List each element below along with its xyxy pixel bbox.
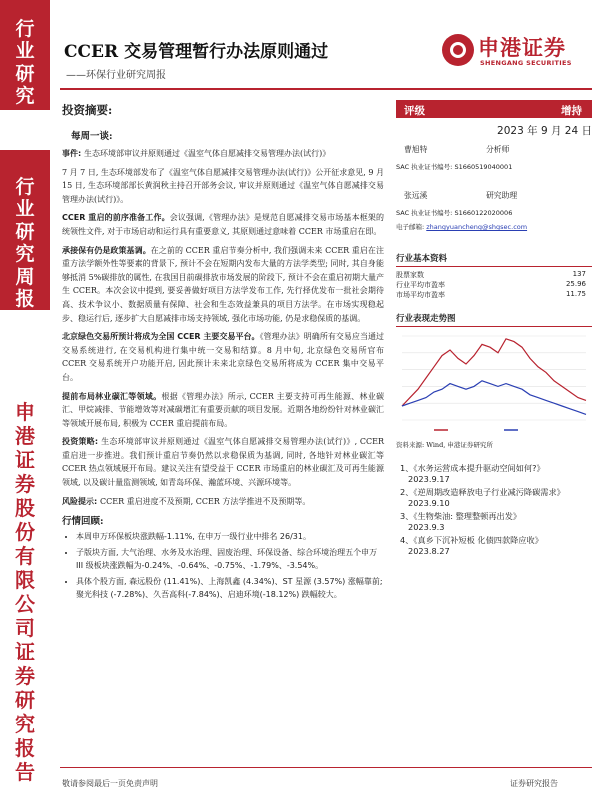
paragraph-lead: CCER 重启的前序准备工作。 [62,213,170,223]
logo-mark-icon [442,34,474,66]
chart-series-line-0 [402,339,586,406]
sidebar-char: 究 [15,243,35,266]
sidebar-char: 司 [15,616,35,640]
left-sidebar [0,0,50,800]
chart-series-line-1 [402,381,586,415]
sidebar-char: 证 [15,448,35,472]
abstract-heading: 投资摘要: [62,103,113,117]
week-heading: 每周一谈: [71,131,113,142]
industry-data-rule [396,266,592,267]
paragraph-lead: 风险提示: [62,496,100,506]
chart-source: 资料来源: Wind, 申港证券研究所 [396,441,493,449]
main-column [62,102,384,604]
industry-data-value: 25.96 [565,280,586,288]
analyst-name: 张远溪 [404,191,428,200]
related-report-title[interactable]: 1、《水务运营成本提升驱动空间如何?》 [400,463,545,473]
analyst-role: 研究助理 [486,191,518,200]
body-paragraph [62,211,384,238]
analyst-cert: SAC 执业证书编号: S1660519040001 [396,163,513,171]
email-label: 电子邮箱: [396,223,427,231]
email-link[interactable]: zhangyuancheng@shgsec.com [426,223,528,231]
industry-data-label: 行业平均市盈率 [396,281,445,289]
paragraph-text: CCER 重启进度不及预期, CCER 方法学推进不及预期等。 [99,496,311,506]
sidebar-char: 份 [15,520,35,544]
sidebar-top-label [0,18,50,108]
sidebar-char: 券 [15,664,35,688]
sidebar-char: 究 [15,712,35,736]
paragraph-text: 7 月 7 日, 生态环境部发布了《温室气体自愿减排交易管理办法(试行)》公开征求意见, 9 月 15 日, 生态环境部部长黄润秋主持召开部务会议, 审议并原则通过《温室气体自愿减排交易管理办法(试行)》。 [62,167,384,204]
paragraph-text: 会议强调,《管理办法》是规范自愿减排交易市场基本框架的统领性文件, 对于市场启动和运行具有重要意义, 其原则通过意味着 CCER 市场重启在即。 [62,213,384,236]
review-item: • 子版块方面, 大气治理、水务及水治理、固废治理、环保设备、综合环境治理五个申万 III 级板块涨跌幅为-0.24%、-0.64%、-0.75%、-1.79%、-3.54%。 [76,546,384,572]
company-logo [442,32,592,72]
logo-text-cn: 申港证券 [478,35,566,60]
sidebar-char: 有 [15,544,35,568]
industry-data-value: 137 [572,270,586,278]
sidebar-char: 港 [15,424,35,448]
chart-title: 行业表现走势图 [396,314,456,324]
review-heading: 行情回顾: [62,516,104,528]
body-paragraph [62,435,384,489]
sidebar-char: 申 [15,400,35,424]
report-subtitle: ——环保行业研究周报 [66,70,166,81]
body-paragraph [62,244,384,326]
right-column [396,100,592,559]
paragraph-text: 《管理办法》明确所有交易应当通过交易系统进行, 在交易机构进行集中统一交易和结算。8 月中旬, 北京绿色交易所官布 CCER 交易系统开户功能开启, 因此预计未来北京绿色交易所将成为 CCER 集中交易平台。 [62,332,385,382]
industry-data-title: 行业基本资料 [396,254,448,264]
analyst-email [396,222,527,231]
related-report-date: 2023.8.27 [408,546,450,556]
footer-report-type: 证券研究报告 [510,779,558,788]
review-item: • 具体个股方面, 森远股份 (11.41%)、上海凯鑫 (4.34%)、ST 星源 (3.57%) 涨幅靠前; 聚光科技 (-7.28%)、久吾高科(-7.84%)、启迪环境(-18.12%) 跌幅较大。 [76,575,384,601]
sidebar-char: 告 [15,760,35,784]
body-paragraph [62,390,384,431]
paragraph-lead: 投资策略: [62,437,102,447]
body-paragraph [62,147,384,161]
sidebar-char: 研 [15,688,35,712]
chart-rule [396,326,592,327]
paragraph-lead: 北京绿色交易所预计将成为全国 CCER 主要交易平台。 [62,332,260,342]
related-report-title[interactable]: 4、《真乡下沉补短板 化债四款降应收》 [400,535,543,545]
sidebar-mid-label [0,176,50,310]
industry-data-table [396,270,592,300]
rating-bar [396,100,592,118]
sidebar-char: 报 [15,288,35,311]
logo-text-en: SHENGANG SECURITIES [480,59,572,67]
sidebar-char: 限 [15,568,35,592]
industry-data-row [396,270,592,280]
analyst-2 [396,190,592,246]
footer-disclaimer: 敬请参阅最后一页免责声明 [62,779,158,788]
body-paragraph [62,166,384,207]
paragraph-text: 根据《管理办法》所示, CCER 主要支持可再生能源、林业碳汇、甲烷减排、节能增效等对减碳增汇有重要贡献的项目发展。近期各地纷纷针对林业碳汇等领域开展布局, 积极为 CCER 重启提前布局。 [62,391,384,428]
industry-data-row [396,280,592,290]
sidebar-char: 业 [15,40,35,63]
paragraph-text: 在之前的 CCER 重启节奏分析中, 我们强调未来 CCER 重启在注重方法学额外性等要素的背景下, 预计不会在短期内发布大量的方法学类型; 同时, 其自身能够抵消 5%碳排放的属性, 在我国目前碳排放市场发展的阶段下, 预计不会在重启初期大量产生 CCER。本次会议中提到, 要妥善做好项目方法学发布工作, 先行择优发布一批社会期待高、技术争议小、数据质量有保障、社会和生态效益兼具的项目方法学。在市场实现稳起步、稳运行后, 逐步扩大自愿减排市场支持领域, 强化市场功能, 仍是求稳保质的基调。 [62,245,385,323]
sidebar-bottom-label [0,400,50,784]
related-reports [396,463,592,557]
review-list [62,530,384,601]
sidebar-char: 公 [15,592,35,616]
related-report-date: 2023.9.10 [408,498,450,508]
review-item: • 本周申万环保板块涨跌幅-1.11%, 在申万一级行业中排名 26/31。 [76,530,384,543]
performance-chart [396,330,592,440]
footer-rule [60,767,592,768]
sidebar-char: 究 [15,85,35,108]
related-report-title[interactable]: 3、《生物柴油: 整理整顿再出发》 [400,511,522,521]
related-report-title[interactable]: 2、《逆周期改造释放电子行业减污降碳需求》 [400,487,565,497]
sidebar-char: 股 [15,496,35,520]
sidebar-char: 周 [15,265,35,288]
rating-value: 增持 [561,105,582,117]
related-report-date: 2023.9.3 [408,522,445,532]
sidebar-char: 业 [15,198,35,221]
body-paragraph [62,330,384,384]
sidebar-char: 研 [15,62,35,85]
analyst-role: 分析师 [486,145,510,154]
sidebar-char: 行 [15,176,35,198]
body-paragraph [62,495,384,509]
report-date: 2023 年 9 月 24 日 [497,125,592,137]
header-rule [60,88,592,90]
report-title: CCER 交易管理暂行办法原则通过 [64,42,329,62]
paragraph-lead: 提前布局林业碳汇等领域。 [62,391,162,401]
paragraph-text: 生态环境部审议并原则通过《温室气体自愿减排交易管理办法(试行)》 [83,149,331,158]
paragraph-lead: 承接保有仍是政策基调。 [62,245,151,255]
industry-data-label: 股票家数 [396,271,424,279]
sidebar-char: 证 [15,640,35,664]
sidebar-char: 行 [15,18,35,40]
sidebar-char: 券 [15,472,35,496]
sidebar-char: 报 [15,736,35,760]
paragraph-list [62,147,384,508]
industry-data-value: 11.75 [565,290,586,298]
analyst-name: 曹旭特 [404,145,428,154]
chart-svg [396,330,592,440]
rating-label: 评级 [404,105,425,117]
paragraph-text: 生态环境部审议并原则通过《温室气体自愿减排交易管理办法(试行)》, CCER 重启进一步推进。我们预计重启节奏仍然以求稳保质为基调, 同时, 各地针对林业碳汇等 CCER 热点领域展开布局。建议关注有望受益于 CCER 市场重启的林业碳汇及可再生能源领域, 以及碳计量监测领域, 如青岛环保、瀚蓝环境、兴源环境等。 [62,437,385,488]
related-report-date: 2023.9.17 [408,474,450,484]
sidebar-char: 研 [15,220,35,243]
industry-data-label: 市场平均市盈率 [396,291,445,299]
industry-data-row [396,290,592,300]
paragraph-lead: 事件: [62,149,84,158]
analyst-cert: SAC 执业证书编号: S1660122020006 [396,209,513,217]
